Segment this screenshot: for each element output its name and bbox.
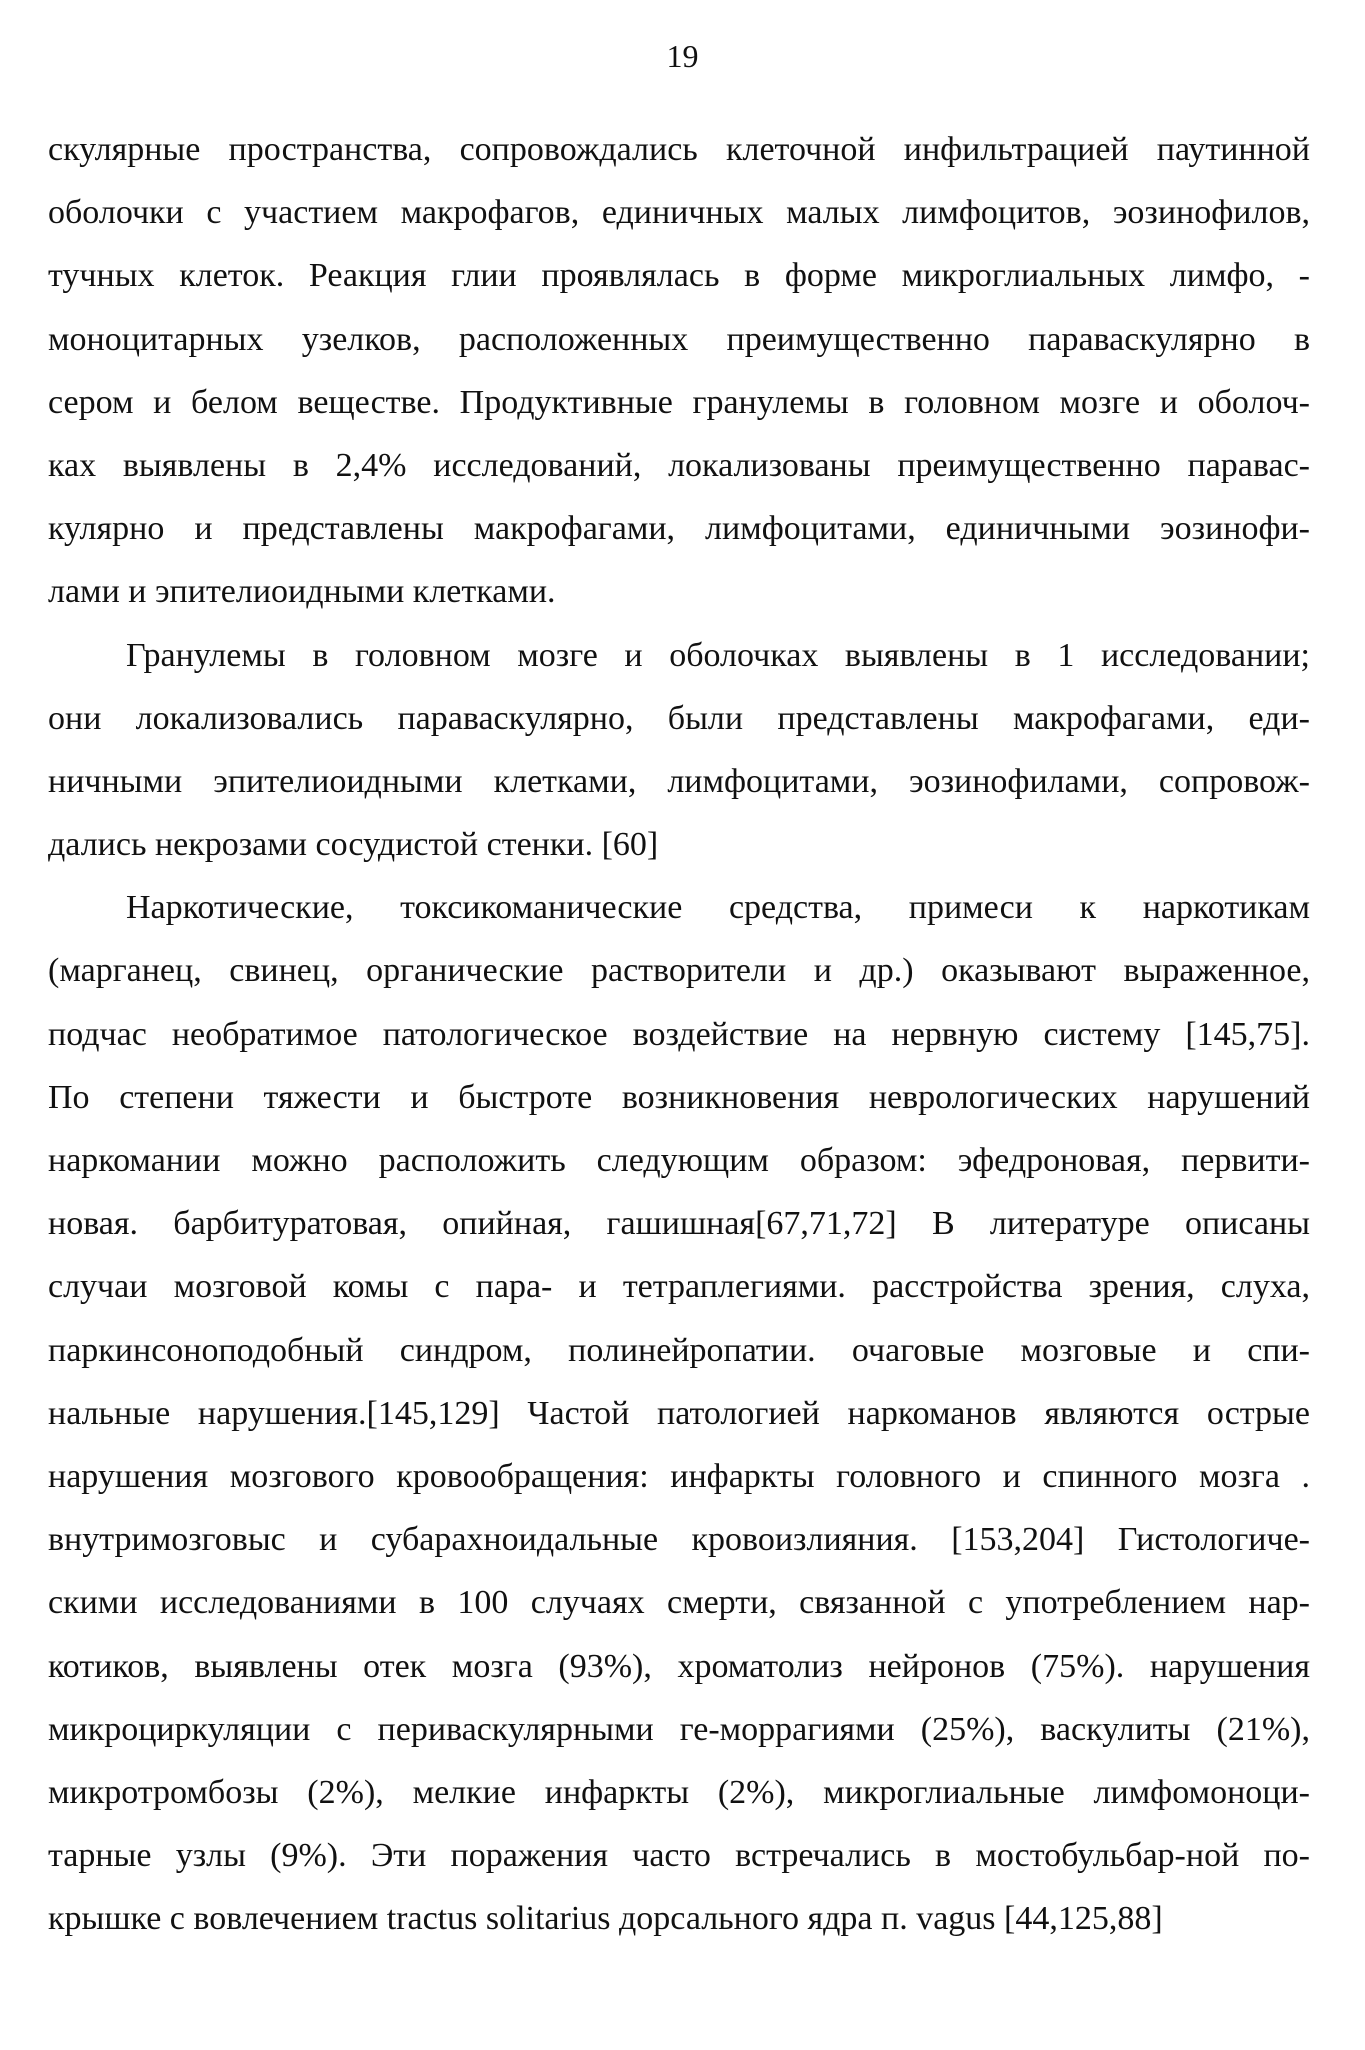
text-line: сером и белом веществе. Продуктивные гранулемы в головном мозге и оболоч- (48, 383, 1310, 421)
text-line: тарные узлы (9%). Эти поражения часто встречались в мостобульбар-ной по- (48, 1837, 1310, 1875)
text-line: паркинсоноподобный синдром, полинейропатии. очаговые мозговые и спи- (48, 1331, 1310, 1369)
text-line: Наркотические, токсикоманические средства, примеси к наркотикам (126, 889, 1310, 927)
text-line: оболочки с участием макрофагов, единичных малых лимфоцитов, эозинофилов, (48, 194, 1310, 232)
text-line: лами и эпителиоидными клетками. (48, 573, 556, 611)
page-number: 19 (666, 38, 699, 74)
text-line: тучных клеток. Реакция глии проявлялась в форме микроглиальных лимфо, - (48, 257, 1310, 295)
text-line: подчас необратимое патологическое воздействие на нервную систему [145,75]. (48, 1015, 1310, 1053)
body-text (48, 118, 1310, 1950)
text-line: ках выявлены в 2,4% исследований, локализованы преимущественно паравас- (48, 446, 1310, 484)
text-line: внутримозговыс и субарахноидальные кровоизлияния. [153,204] Гистологиче- (48, 1521, 1310, 1559)
text-line: моноцитарных узелков, расположенных преимущественно параваскулярно в (48, 320, 1310, 358)
text-line: котиков, выявлены отек мозга (93%), хроматолиз нейронов (75%). нарушения (48, 1647, 1310, 1685)
text-line: ничными эпителиоидными клетками, лимфоцитами, эозинофилами, сопровож- (48, 762, 1310, 800)
text-line: микротромбозы (2%), мелкие инфаркты (2%), микроглиальные лимфомоноци- (48, 1773, 1310, 1811)
text-line: микроциркуляции с периваскулярными ге-моррагиями (25%), васкулиты (21%), (48, 1710, 1310, 1748)
text-line: нарушения мозгового кровообращения: инфаркты головного и спинного мозга . (48, 1457, 1310, 1495)
text-line: они локализовались параваскулярно, были представлены макрофагами, еди- (48, 699, 1310, 737)
text-line: Гранулемы в головном мозге и оболочках выявлены в 1 исследовании; (126, 636, 1310, 674)
text-line: крышке с вовлечением tractus solitarius дорсального ядра п. vagus [44,125,88] (48, 1900, 1163, 1938)
text-line: (марганец, свинец, органические растворители и др.) оказывают выраженное, (48, 952, 1310, 990)
text-line: новая. барбитуратовая, опийная, гашишная[67,71,72] В литературе описаны (48, 1205, 1310, 1243)
text-line: кулярно и представлены макрофагами, лимфоцитами, единичными эозинофи- (48, 510, 1310, 548)
text-line: скими исследованиями в 100 случаях смерти, связанной с употреблением нар- (48, 1584, 1310, 1622)
text-line: случаи мозговой комы с пара- и тетраплегиями. расстройства зрения, слуха, (48, 1268, 1310, 1306)
text-line: По степени тяжести и быстроте возникновения неврологических нарушений (48, 1078, 1310, 1116)
text-line: нальные нарушения.[145,129] Частой патологией наркоманов являются острые (48, 1394, 1310, 1432)
text-line: скулярные пространства, сопровождались клеточной инфильтрацией паутинной (48, 131, 1310, 168)
text-line: наркомании можно расположить следующим образом: эфедроновая, первити- (48, 1142, 1310, 1179)
text-line: дались некрозами сосудистой стенки. [60] (48, 826, 659, 864)
